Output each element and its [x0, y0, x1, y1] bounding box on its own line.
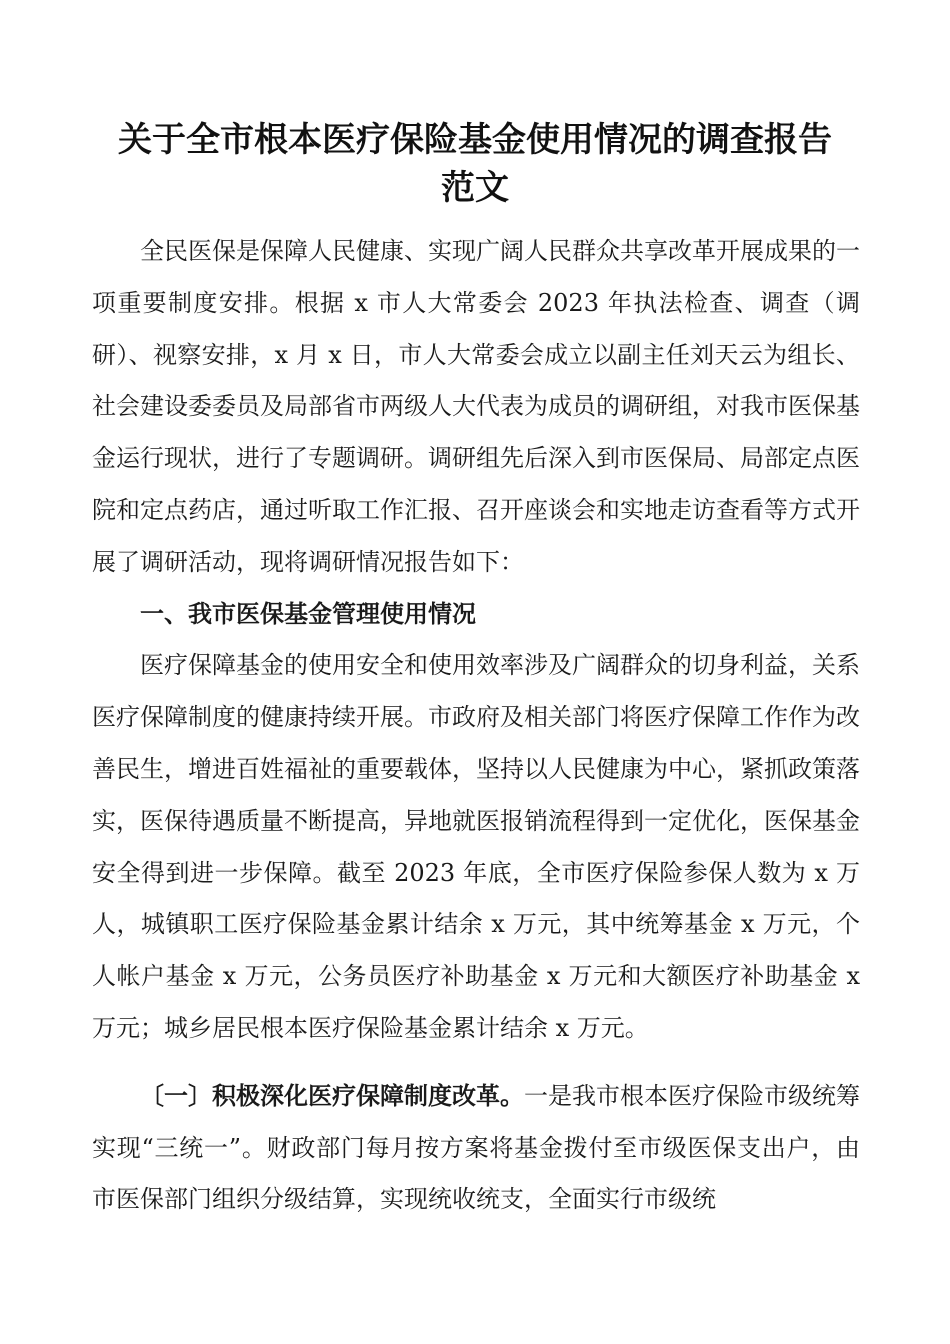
section-1-paragraph: 医疗保障基金的使用安全和使用效率涉及广阔群众的切身利益，关系医疗保障制度的健康持续开展。市政府及相关部门将医疗保障工作作为改善民生，增进百姓福祉的重要载体，坚持以人民健康为中心，紧抓政策落实，医保待遇质量不断提高，异地就医报销流程得到一定优化，医保基金安全得到进一步保障。截至 2023 年底，全市医疗保险参保人数为 x 万人，城镇职工医疗保险基金累计结余 x 万元，其中统筹基金 x 万元，个人帐户基金 x 万元，公务员医疗补助基金 x 万元和大额医疗补助基金 x 万元；城乡居民根本医疗保险基金累计结余 x 万元。 [92, 651, 860, 1042]
subsection-1-text: 一是我市根本医疗保险市级统筹实现“三统一”。财政部门每月按方案将基金拨付至市级医保支出户，由市医保部门组织分级结算，实现统收统支，全面实行市级统 [92, 1081, 860, 1214]
document-body [92, 226, 860, 1226]
section-1-heading: 一、我市医保基金管理使用情况 [140, 599, 476, 628]
subsection-1-lead: 〔一〕积极深化医疗保障制度改革。 [140, 1081, 524, 1110]
subsection-1-paragraph [92, 1071, 860, 1226]
document-title-line-1: 关于全市根本医疗保险基金使用情况的调查报告 [118, 120, 832, 160]
document-title-line-2: 范文 [441, 168, 509, 208]
intro-paragraph: 全民医保是保障人民健康、实现广阔人民群众共享改革开展成果的一项重要制度安排。根据 x 市人大常委会 2023 年执法检查、调查（调研）、视察安排，x 月 x 日，市人大常委会成立以副主任刘天云为组长、社会建设委委员及局部省市两级人大代表为成员的调研组，对我市医保基金运行现状，进行了专题调研。调研组先后深入到市医保局、局部定点医院和定点药店，通过听取工作汇报、召开座谈会和实地走访查看等方式开展了调研活动，现将调研情况报告如下： [92, 237, 860, 576]
